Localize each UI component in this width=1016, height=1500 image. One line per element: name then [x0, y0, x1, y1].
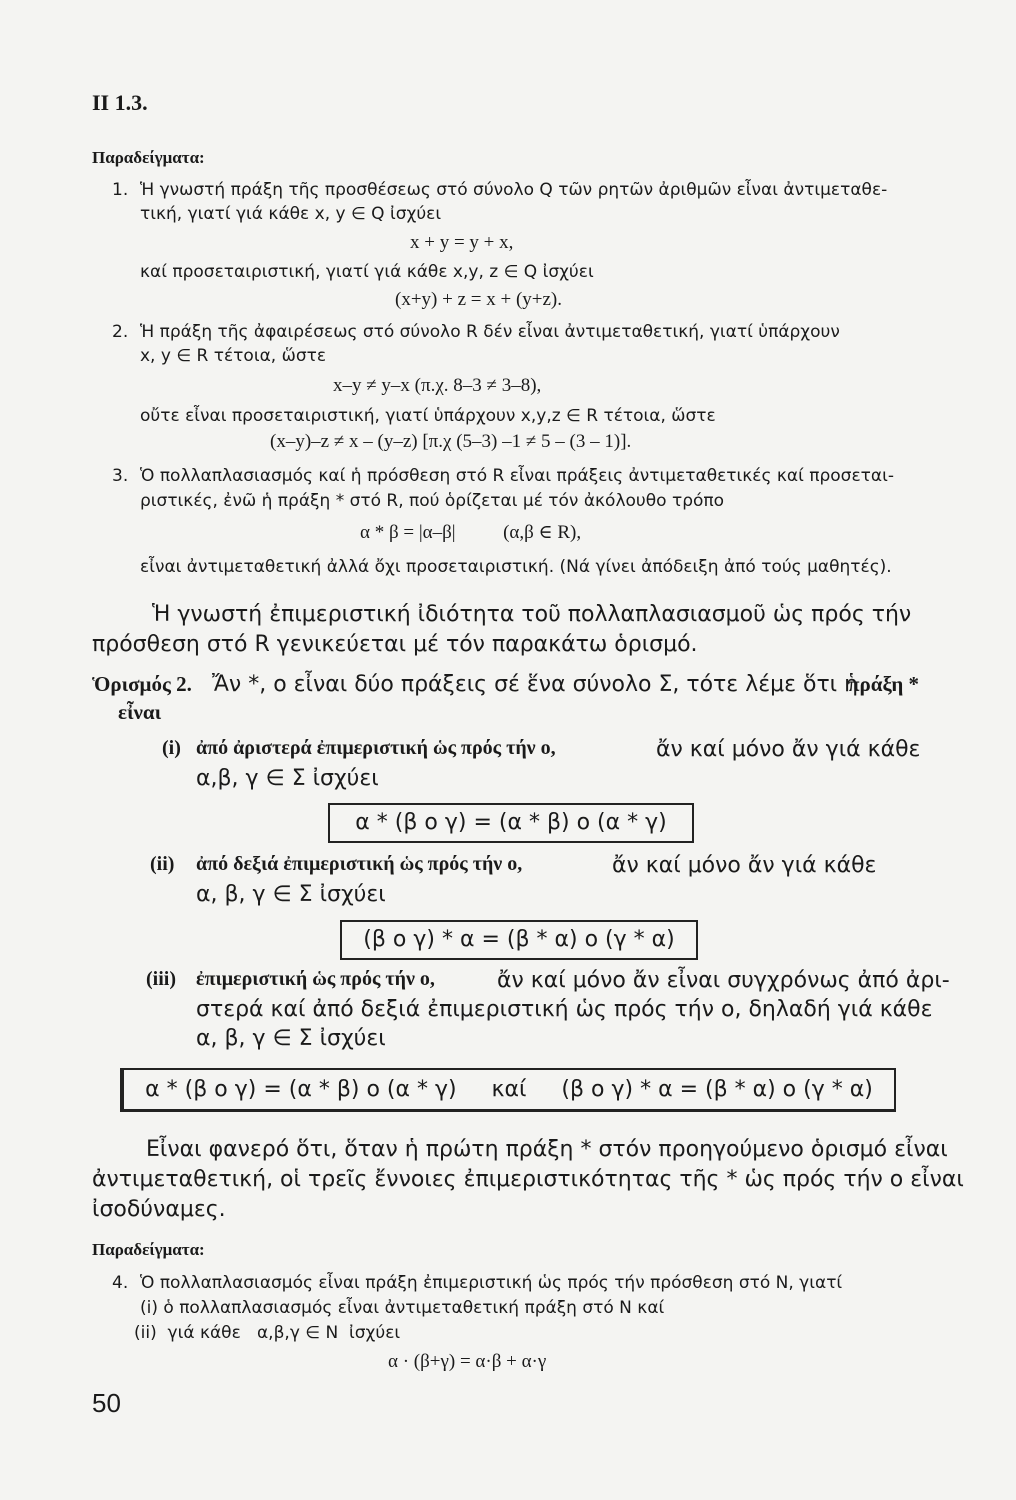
intro-line1: Ἡ γνωστή ἐπιμεριστική ἰδιότητα τοῦ πολλαπλασιασμοῦ ὡς πρός τήν — [152, 602, 912, 627]
definition-text: Ἄν *, ο εἶναι δύο πράξεις σέ ἕνα σύνολο Σ, τότε λέμε ὅτι ἡ — [212, 672, 859, 697]
page-number: 50 — [92, 1388, 121, 1418]
ex3-formula: α * β = |α–β| (α,β ∈ R), — [360, 522, 582, 543]
def-i-line2: α,β, γ ∈ Σ ἰσχύει — [196, 766, 379, 791]
ex2-line1: Ἡ πράξη τῆς ἀφαιρέσεως στό σύνολο R δέν εἶναι ἀντιμεταθετική, γιατί ὑπάρχουν — [140, 322, 840, 342]
section-number: II 1.3. — [92, 90, 148, 115]
examples-heading-2: Παραδείγματα: — [92, 1240, 205, 1259]
ex3-number: 3. — [112, 466, 129, 486]
ex2-formula1: x–y ≠ y–x (π.χ. 8–3 ≠ 3–8), — [333, 375, 542, 396]
def-iii-text: ἄν καί μόνο ἄν εἶναι συγχρόνως ἀπό ἀρι- — [497, 968, 950, 993]
ex4-number: 4. — [112, 1273, 129, 1293]
def-iii-bold: ἐπιμεριστική ὡς πρός τήν ο, — [196, 968, 435, 990]
definition-bold-tail: πράξη * — [848, 672, 920, 696]
ex2-line2: x, y ∈ R τέτοια, ὥστε — [140, 346, 327, 366]
ex3-line1: Ὁ πολλαπλασιασμός καί ἡ πρόσθεση στό R εἶναι πράξεις ἀντιμεταθετικές καί προσεται- — [140, 466, 894, 486]
ex3-line3: εἶναι ἀντιμεταθετική ἀλλά ὄχι προσεταιριστική. (Νά γίνει ἀπόδειξη ἀπό τούς μαθητές). — [140, 557, 892, 577]
def-ii-line2: α, β, γ ∈ Σ ἰσχύει — [196, 882, 386, 907]
ex1-line3: καί προσεταιριστική, γιατί γιά κάθε x,y, z ∈ Q ἰσχύει — [140, 262, 594, 282]
def-i-text: ἄν καί μόνο ἄν γιά κάθε — [656, 737, 921, 762]
ex3-line2: ριστικές, ἐνῶ ἡ πράξη * στό R, πού ὁρίζεται μέ τόν ἀκόλουθο τρόπο — [140, 491, 725, 511]
def-i-formula-box: α * (β ο γ) = (α * β) ο (α * γ) — [328, 803, 694, 843]
remark-line1: Εἶναι φανερό ὅτι, ὅταν ἡ πρώτη πράξη * στόν προηγούμενο ὁρισμό εἶναι — [146, 1137, 948, 1162]
intro-line2: πρόσθεση στό R γενικεύεται μέ τόν παρακάτω ὁρισμό. — [92, 632, 698, 657]
ex4-item-ii: (ii) γιά κάθε α,β,γ ∈ N ἰσχύει — [134, 1323, 401, 1343]
remark-line2: ἀντιμεταθετική, οἱ τρεῖς ἔννοιες ἐπιμεριστικότητας τῆς * ὡς πρός τήν ο εἶναι — [92, 1167, 964, 1192]
def-ii-bold: ἀπό δεξιά ἐπιμεριστική ὡς πρός τήν ο, — [196, 853, 523, 875]
def-iii-label: (iii) — [146, 968, 176, 990]
ex2-number: 2. — [112, 322, 129, 342]
ex2-formula2: (x–y)–z ≠ x – (y–z) [π.χ (5–3) –1 ≠ 5 – (3 – 1)]. — [270, 431, 632, 452]
def-ii-label: (ii) — [150, 853, 175, 875]
ex1-formula2: (x+y) + z = x + (y+z). — [395, 289, 563, 310]
ex1-number: 1. — [112, 180, 129, 200]
ex4-item-i: (i) ὁ πολλαπλασιασμός εἶναι ἀντιμεταθετική πράξη στό N καί — [140, 1298, 665, 1318]
ex4-line1: Ὁ πολλαπλασιασμός εἶναι πράξη ἐπιμεριστική ὡς πρός τήν πρόσθεση στό N, γιατί — [140, 1273, 843, 1293]
ex1-formula1: x + y = y + x, — [410, 232, 514, 253]
ex4-formula: α · (β+γ) = α·β + α·γ — [388, 1351, 547, 1372]
def-iii-formula-box: α * (β ο γ) = (α * β) ο (α * γ) καί (β ο γ) * α = (β * α) ο (γ * α) — [120, 1068, 896, 1112]
def-iii-line2: στερά καί ἀπό δεξιά ἐπιμεριστική ὡς πρός τήν ο, δηλαδή γιά κάθε — [196, 997, 933, 1022]
def-i-bold: ἀπό ἀριστερά ἐπιμεριστική ὡς πρός τήν ο, — [196, 737, 556, 759]
ex2-line3: οὔτε εἶναι προσεταιριστική, γιατί ὑπάρχουν x,y,z ∈ R τέτοια, ὥστε — [140, 406, 716, 426]
def-ii-formula-box: (β ο γ) * α = (β * α) ο (γ * α) — [340, 920, 698, 960]
remark-line3: ἰσοδύναμες. — [92, 1197, 226, 1222]
def-i-label: (i) — [162, 737, 181, 759]
def-ii-text: ἄν καί μόνο ἄν γιά κάθε — [612, 853, 877, 878]
definition-bold-line2: εἶναι — [118, 700, 162, 724]
def-iii-line3: α, β, γ ∈ Σ ἰσχύει — [196, 1026, 386, 1051]
definition-label: Ὁρισμός 2. — [92, 672, 192, 696]
ex1-line2: τική, γιατί γιά κάθε x, y ∈ Q ἰσχύει — [140, 204, 442, 224]
ex1-line1: Ἡ γνωστή πράξη τῆς προσθέσεως στό σύνολο Q τῶν ρητῶν ἀριθμῶν εἶναι ἀντιμεταθε- — [140, 180, 888, 200]
examples-heading: Παραδείγματα: — [92, 148, 205, 167]
